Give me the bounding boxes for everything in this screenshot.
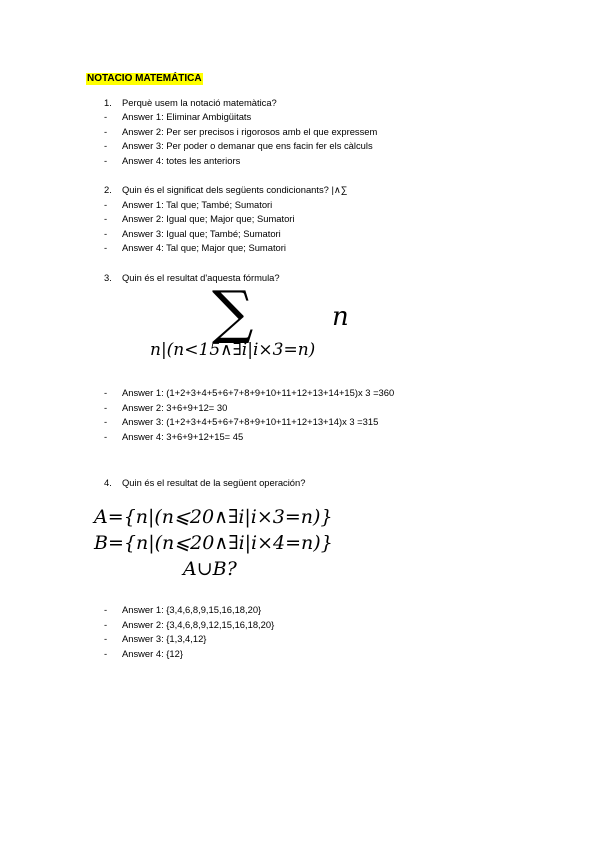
- answer-text: Answer 4: totes les anteriors: [122, 155, 241, 166]
- answer-item: - Answer 1: (1+2+3+4+5+6+7+8+9+10+11+12+13+14+15)x 3 =360: [104, 387, 395, 398]
- question-text: Quin és el resultat de la següent operación?: [122, 477, 306, 488]
- summation-symbol: ∑: [212, 278, 254, 346]
- answer-text: Answer 1: Tal que; També; Sumatori: [122, 199, 273, 210]
- question-text: Quin és el resultat d'aquesta fórmula?: [122, 272, 280, 283]
- answer-item: - Answer 1: {3,4,6,8,9,15,16,18,20}: [104, 604, 262, 615]
- set-a-definition: A={n|(n⩽20∧∃i|i×3=n)}: [94, 506, 333, 528]
- answer-item: - Answer 3: {1,3,4,12}: [104, 633, 207, 644]
- answer-item: - Answer 1: Eliminar Ambigüitats: [104, 111, 252, 122]
- answer-item: - Answer 3: (1+2+3+4+5+6+7+8+9+10+11+12+13+14)x 3 =315: [104, 416, 379, 427]
- question-number: 3.: [104, 272, 112, 283]
- answer-text: Answer 2: Per ser precisos i rigorosos amb el que expressem: [122, 126, 378, 137]
- answer-text: Answer 1: Eliminar Ambigüitats: [122, 111, 252, 122]
- summand: n: [332, 302, 349, 332]
- question-number: 4.: [104, 477, 112, 488]
- answer-item: - Answer 2: {3,4,6,8,9,12,15,16,18,20}: [104, 619, 275, 630]
- question-1: [104, 97, 277, 109]
- answer-text: Answer 3: (1+2+3+4+5+6+7+8+9+10+11+12+13+14)x 3 =315: [122, 416, 379, 427]
- answer-text: Answer 2: {3,4,6,8,9,12,15,16,18,20}: [122, 619, 275, 630]
- answer-item: - Answer 2: Per ser precisos i rigorosos amb el que expressem: [104, 126, 378, 137]
- question-text: Perquè usem la notació matemàtica?: [122, 97, 277, 108]
- answer-item: - Answer 2: Igual que; Major que; Sumatori: [104, 213, 295, 224]
- answer-item: - Answer 4: totes les anteriors: [104, 155, 241, 166]
- question-number: 1.: [104, 97, 112, 108]
- answer-text: Answer 4: {12}: [122, 648, 183, 659]
- answer-text: Answer 1: {3,4,6,8,9,15,16,18,20}: [122, 604, 262, 615]
- set-b-definition: B={n|(n⩽20∧∃i|i×4=n)}: [94, 532, 333, 554]
- answer-text: Answer 2: Igual que; Major que; Sumatori: [122, 213, 295, 224]
- document-title: NOTACIO MATEMÁTICA: [87, 73, 202, 84]
- answer-text: Answer 4: 3+6+9+12+15= 45: [122, 431, 244, 442]
- answer-text: Answer 3: {1,3,4,12}: [122, 633, 207, 644]
- question-2: [104, 184, 347, 196]
- answer-text: Answer 4: Tal que; Major que; Sumatori: [122, 242, 286, 253]
- answer-item: - Answer 1: Tal que; També; Sumatori: [104, 199, 273, 210]
- answer-item: - Answer 3: Igual que; També; Sumatori: [104, 228, 281, 239]
- answer-text: Answer 2: 3+6+9+12= 30: [122, 402, 228, 413]
- union-question: A∪B?: [183, 558, 237, 580]
- question-number: 2.: [104, 184, 112, 195]
- summation-subscript: n|(n<15∧∃i|i×3=n): [150, 340, 316, 360]
- answer-text: Answer 3: Igual que; També; Sumatori: [122, 228, 281, 239]
- answer-item: - Answer 4: 3+6+9+12+15= 45: [104, 431, 244, 442]
- answer-item: - Answer 4: Tal que; Major que; Sumatori: [104, 242, 286, 253]
- question-text: Quin és el significat dels següents condicionants? |∧∑: [122, 184, 348, 195]
- answer-text: Answer 3: Per poder o demanar que ens facin fer els càlculs: [122, 140, 373, 151]
- answer-item: - Answer 2: 3+6+9+12= 30: [104, 402, 228, 413]
- question-4: [104, 477, 305, 489]
- answer-item: - Answer 3: Per poder o demanar que ens facin fer els càlculs: [104, 140, 373, 151]
- answer-item: - Answer 4: {12}: [104, 648, 183, 659]
- answer-text: Answer 1: (1+2+3+4+5+6+7+8+9+10+11+12+13+14+15)x 3 =360: [122, 387, 395, 398]
